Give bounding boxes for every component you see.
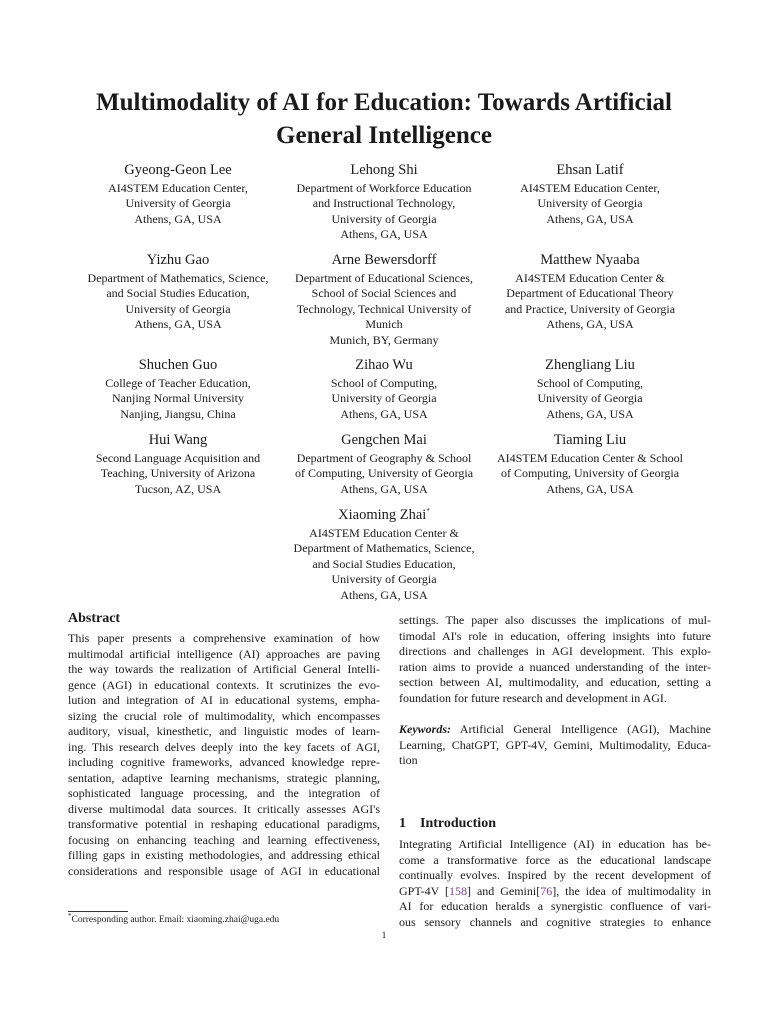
author-affiliation: [68, 451, 288, 497]
text-line: including cognitive frameworks, advanced knowledge repre-: [68, 755, 380, 769]
author-block: [68, 356, 288, 422]
text-line: considerations and responsible usage of AGI in educational: [68, 863, 380, 878]
author-name: Lehong Shi: [350, 162, 418, 178]
affiliation-line: Department of Educational Theory: [506, 286, 674, 301]
text-line: ration aims to provide a nuanced understanding of the inter-: [399, 659, 711, 674]
text-line: come a transformative force as the educational landscape: [399, 852, 711, 867]
affiliation-line: and Instructional Technology,: [312, 196, 456, 211]
affiliation-line: Athens, GA, USA: [546, 406, 634, 421]
text-line: transformative potential in reshaping educational paradigms,: [68, 817, 380, 831]
affiliation-line: AI4STEM Education Center,: [520, 181, 660, 195]
text-line: lution and integration of AI in educational systems, empha-: [68, 693, 380, 707]
text-line: [399, 884, 711, 900]
affiliation-line: Department of Workforce Education: [296, 181, 472, 195]
text-line: section between AI, multimodality, and education, setting a: [399, 675, 711, 689]
affiliation-line: of Computing, University of Georgia: [294, 466, 474, 481]
author-name: Ehsan Latif: [556, 162, 624, 178]
affiliation-line: Department of Mathematics, Science,: [293, 541, 475, 556]
affiliation-line: Athens, GA, USA: [546, 481, 634, 496]
affiliation-line: Athens, GA, USA: [340, 406, 428, 421]
author-block: [480, 161, 700, 227]
text-line: the way towards the realization of Artificial General Intelli-: [68, 662, 380, 676]
footnote-mark: *: [68, 911, 72, 920]
affiliation-line: Tucson, AZ, USA: [134, 481, 222, 496]
affiliation-line: Athens, GA, USA: [340, 481, 428, 496]
affiliation-line: University of Georgia: [331, 572, 437, 587]
author-name: [274, 506, 494, 525]
author-block: [274, 506, 494, 603]
affiliation-line: University of Georgia: [331, 211, 437, 226]
text-fragment: GPT-4V [: [399, 883, 449, 898]
affiliation-line: Athens, GA, USA: [340, 587, 428, 602]
author-block: [274, 431, 494, 497]
text-line: settings. The paper also discusses the implications of mul-: [399, 613, 711, 627]
author-name: Zhengliang Liu: [545, 357, 635, 373]
citation-link[interactable]: 158: [448, 883, 467, 898]
keywords-label: Keywords:: [399, 722, 451, 736]
author-name: Arne Bewersdorff: [331, 252, 437, 268]
text-line: This paper presents a comprehensive examination of how: [68, 631, 380, 645]
footnote: [68, 911, 280, 926]
citation-link[interactable]: 76: [540, 883, 553, 898]
author-affiliation: [274, 271, 494, 348]
affiliation-line: University of Georgia: [331, 391, 437, 406]
introduction-body: [399, 837, 711, 930]
affiliation-line: University of Georgia: [537, 391, 643, 406]
text-line: focusing on enhancing teaching and learning effectiveness,: [68, 832, 380, 847]
text-line: Learning, ChatGPT, GPT-4V, Gemini, Multimodality, Educa-: [399, 737, 711, 752]
abstract-heading: Abstract: [68, 611, 121, 626]
text-line: AI for education heralds a synergistic confluence of vari-: [399, 899, 711, 913]
author-name: Gyeong-Geon Lee: [124, 162, 232, 178]
text-line: timodal AI's role in education, offering insights into future: [399, 628, 711, 643]
author-affiliation: [274, 376, 494, 422]
text-line: directions and challenges in AGI development. This explo-: [399, 644, 711, 658]
author-affiliation: [480, 376, 700, 422]
author-affiliation: [480, 451, 700, 497]
text-line: sizing the crucial role of multimodality, which encompasses: [68, 708, 380, 723]
introduction-heading: [399, 815, 496, 833]
affiliation-line: Teaching, University of Arizona: [100, 466, 256, 481]
affiliation-line: Nanjing, Jiangsu, China: [120, 406, 236, 421]
text-line: gence (AGI) in educational contexts. It scrutinizes the evo-: [68, 677, 380, 692]
text-fragment: ] and Gemini[: [466, 883, 541, 898]
abstract-body: [68, 631, 380, 879]
footnote-text: Corresponding author. Email: xiaoming.zhai@uga.edu: [71, 915, 280, 925]
affiliation-line: AI4STEM Education Center & School: [497, 451, 683, 465]
affiliation-line: and Practice, University of Georgia: [504, 301, 676, 316]
affiliation-line: University of Georgia: [537, 196, 643, 211]
affiliation-line: Munich, BY, Germany: [329, 332, 439, 347]
author-name-text: Xiaoming Zhai: [338, 507, 427, 523]
author-name: Hui Wang: [148, 432, 208, 448]
author-affiliation: [274, 526, 494, 603]
text-fragment: ], the idea of multimodality in: [552, 883, 711, 898]
text-line: tion: [399, 753, 418, 767]
author-block: [274, 251, 494, 348]
author-name: Shuchen Guo: [138, 357, 218, 373]
title-line: Multimodality of AI for Education: Towards Artificial: [96, 89, 672, 116]
affiliation-line: College of Teacher Education,: [105, 376, 251, 390]
author-affiliation: [68, 376, 288, 422]
affiliation-line: Munich: [365, 317, 403, 332]
text-line: diverse multimodal data sources. It critically assesses AGI's: [68, 801, 380, 816]
text-line: Integrating Artificial Intelligence (AI) in education has be-: [399, 837, 711, 851]
paper-title: [40, 86, 728, 152]
affiliation-line: Athens, GA, USA: [340, 227, 428, 242]
affiliation-line: Athens, GA, USA: [546, 211, 634, 226]
keywords-text: Artificial General Intelligence (AGI), Machine: [459, 722, 711, 736]
abstract-body-continued: [399, 613, 711, 706]
affiliation-line: and Social Studies Education,: [312, 556, 456, 571]
affiliation-line: AI4STEM Education Center,: [108, 181, 248, 195]
author-name: Tiaming Liu: [553, 432, 627, 448]
text-line: foundation for future research and development in AGI.: [399, 690, 667, 705]
affiliation-line: AI4STEM Education Center &: [515, 271, 665, 285]
author-block: [68, 251, 288, 333]
affiliation-line: School of Computing,: [536, 376, 644, 390]
affiliation-line: Athens, GA, USA: [134, 317, 222, 332]
affiliation-line: Technology, Technical University of: [296, 301, 472, 316]
affiliation-line: Nanjing Normal University: [112, 391, 244, 406]
affiliation-line: School of Social Sciences and: [311, 286, 457, 301]
author-affiliation: [68, 271, 288, 333]
text-line: ing. This research delves deeply into the key facets of AGI,: [68, 739, 380, 754]
text-line: multimodal artificial intelligence (AI) approaches are paving: [68, 646, 380, 661]
footnote-rule: [68, 911, 128, 912]
affiliation-line: Athens, GA, USA: [546, 317, 634, 332]
author-name: Zihao Wu: [355, 357, 413, 373]
author-block: [68, 431, 288, 497]
affiliation-line: Department of Geography & School: [296, 451, 472, 465]
affiliation-line: Department of Mathematics, Science,: [87, 271, 269, 285]
author-block: [274, 356, 494, 422]
text-line: sentation, adaptive learning mechanisms, strategic planning,: [68, 770, 380, 785]
affiliation-line: AI4STEM Education Center &: [309, 526, 459, 540]
affiliation-line: Department of Educational Sciences,: [295, 271, 473, 285]
author-name: Yizhu Gao: [146, 252, 210, 268]
text-line: [399, 722, 711, 738]
author-name: Matthew Nyaaba: [540, 252, 640, 268]
section-number: 1: [399, 816, 406, 831]
author-affiliation: [68, 181, 288, 227]
author-affiliation: [274, 451, 494, 497]
text-line: ous sensory channels and cognitive strategies to enhance: [399, 914, 711, 929]
text-line: filling gaps in existing methodologies, and addressing ethical: [68, 848, 380, 862]
affiliation-line: and Social Studies Education,: [106, 286, 250, 301]
title-line: General Intelligence: [276, 122, 492, 149]
text-line: continually evolves. Inspired by the recent development of: [399, 868, 711, 882]
author-affiliation: [274, 181, 494, 243]
affiliation-line: University of Georgia: [125, 196, 231, 211]
author-block: [480, 251, 700, 333]
affiliation-line: Second Language Acquisition and: [95, 451, 261, 465]
author-block: [68, 161, 288, 227]
affiliation-line: Athens, GA, USA: [134, 211, 222, 226]
affiliation-line: School of Computing,: [330, 376, 438, 390]
section-title: Introduction: [420, 816, 496, 831]
author-name: Gengchen Mai: [341, 432, 427, 448]
text-line: sophisticated language processing, and the integration of: [68, 786, 380, 800]
affiliation-line: of Computing, University of Georgia: [500, 466, 680, 481]
author-block: [480, 431, 700, 497]
keywords: [399, 722, 711, 769]
author-affiliation: [480, 181, 700, 227]
author-block: [274, 161, 494, 243]
author-block: [480, 356, 700, 422]
author-affiliation: [480, 271, 700, 333]
page-number: 1: [381, 931, 387, 941]
corresponding-author-mark: *: [426, 507, 430, 516]
text-line: auditory, visual, kinesthetic, and linguistic modes of learn-: [68, 724, 380, 738]
affiliation-line: University of Georgia: [125, 301, 231, 316]
